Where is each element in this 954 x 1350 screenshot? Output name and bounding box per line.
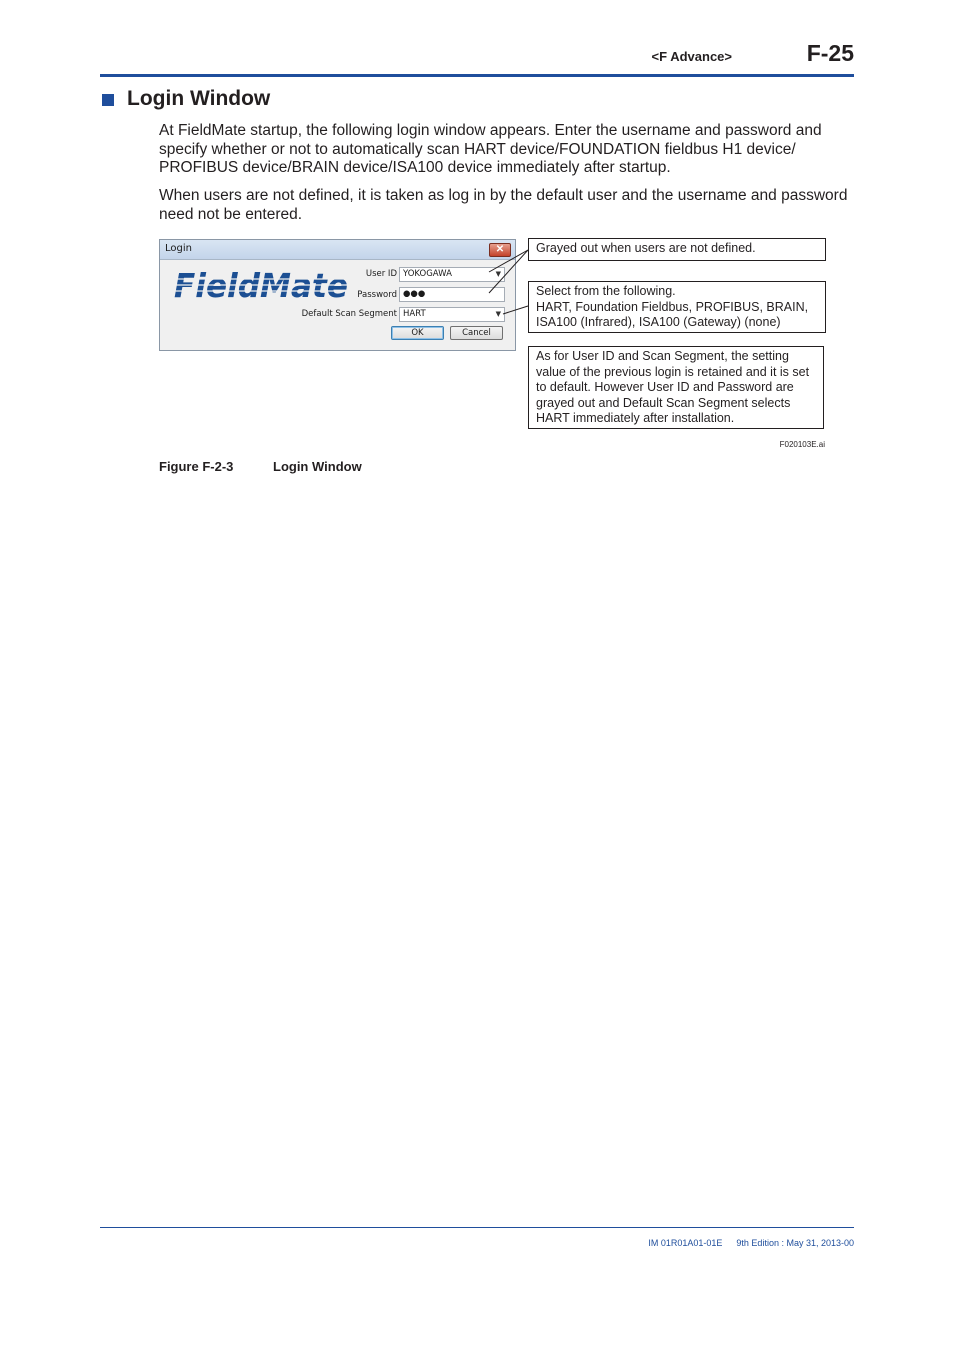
figure-file-name: F020103E.ai bbox=[779, 440, 825, 449]
scan-segment-value: HART bbox=[403, 309, 426, 319]
password-label: Password bbox=[357, 290, 397, 300]
footer-rule bbox=[100, 1227, 854, 1228]
callout-box bbox=[528, 281, 826, 333]
password-value: ●●● bbox=[403, 289, 426, 299]
edition-info: 9th Edition : May 31, 2013-00 bbox=[736, 1238, 854, 1248]
figure-label: Figure F-2-3 bbox=[159, 459, 234, 474]
leader-line bbox=[503, 306, 528, 314]
section-heading: Login Window bbox=[127, 87, 271, 110]
close-icon[interactable]: ✕ bbox=[489, 243, 511, 257]
user-id-label: User ID bbox=[365, 269, 397, 279]
callout-text: Select from the following. HART, Foundation Fieldbus, PROFIBUS, BRAIN, ISA100 (Infrared), ISA100 (Gateway) (none) bbox=[536, 284, 809, 329]
body-paragraph: At FieldMate startup, the following login window appears. Enter the username and password and specify whether or not to automatically scan HART device/FOUNDATION fieldbus H1 device/ PROFIBUS device/BRAIN device/ISA100 device immediately after startup. bbox=[159, 122, 822, 176]
document-id: IM 01R01A01-01E bbox=[648, 1238, 723, 1248]
chevron-down-icon[interactable]: ▼ bbox=[495, 310, 501, 318]
chevron-down-icon[interactable]: ▼ bbox=[495, 270, 501, 278]
body-paragraph: When users are not defined, it is taken as log in by the default user and the username and password need not be entered. bbox=[159, 187, 848, 223]
leader-line bbox=[489, 250, 528, 293]
callout-text: Grayed out when users are not defined. bbox=[536, 241, 756, 255]
window-title: Login bbox=[165, 243, 192, 254]
logo-text: FieldMate bbox=[174, 266, 348, 305]
section-label: <F Advance> bbox=[651, 49, 732, 64]
ok-button[interactable]: OK bbox=[391, 326, 444, 340]
callout-box bbox=[528, 238, 826, 261]
footer bbox=[560, 1238, 854, 1248]
leader-line bbox=[489, 250, 528, 272]
page-number: F-25 bbox=[806, 40, 854, 66]
cancel-button[interactable]: Cancel bbox=[450, 326, 503, 340]
user-id-value: YOKOGAWA bbox=[403, 269, 452, 279]
callout-box bbox=[528, 346, 824, 429]
callout-text: As for User ID and Scan Segment, the setting value of the previous login is retained and it is set to default. However User ID and Password are grayed out and Default Scan Segment selects HART immediately after installation. bbox=[536, 349, 810, 425]
figure-title: Login Window bbox=[273, 459, 362, 474]
scan-segment-label: Default Scan Segment bbox=[301, 309, 397, 319]
